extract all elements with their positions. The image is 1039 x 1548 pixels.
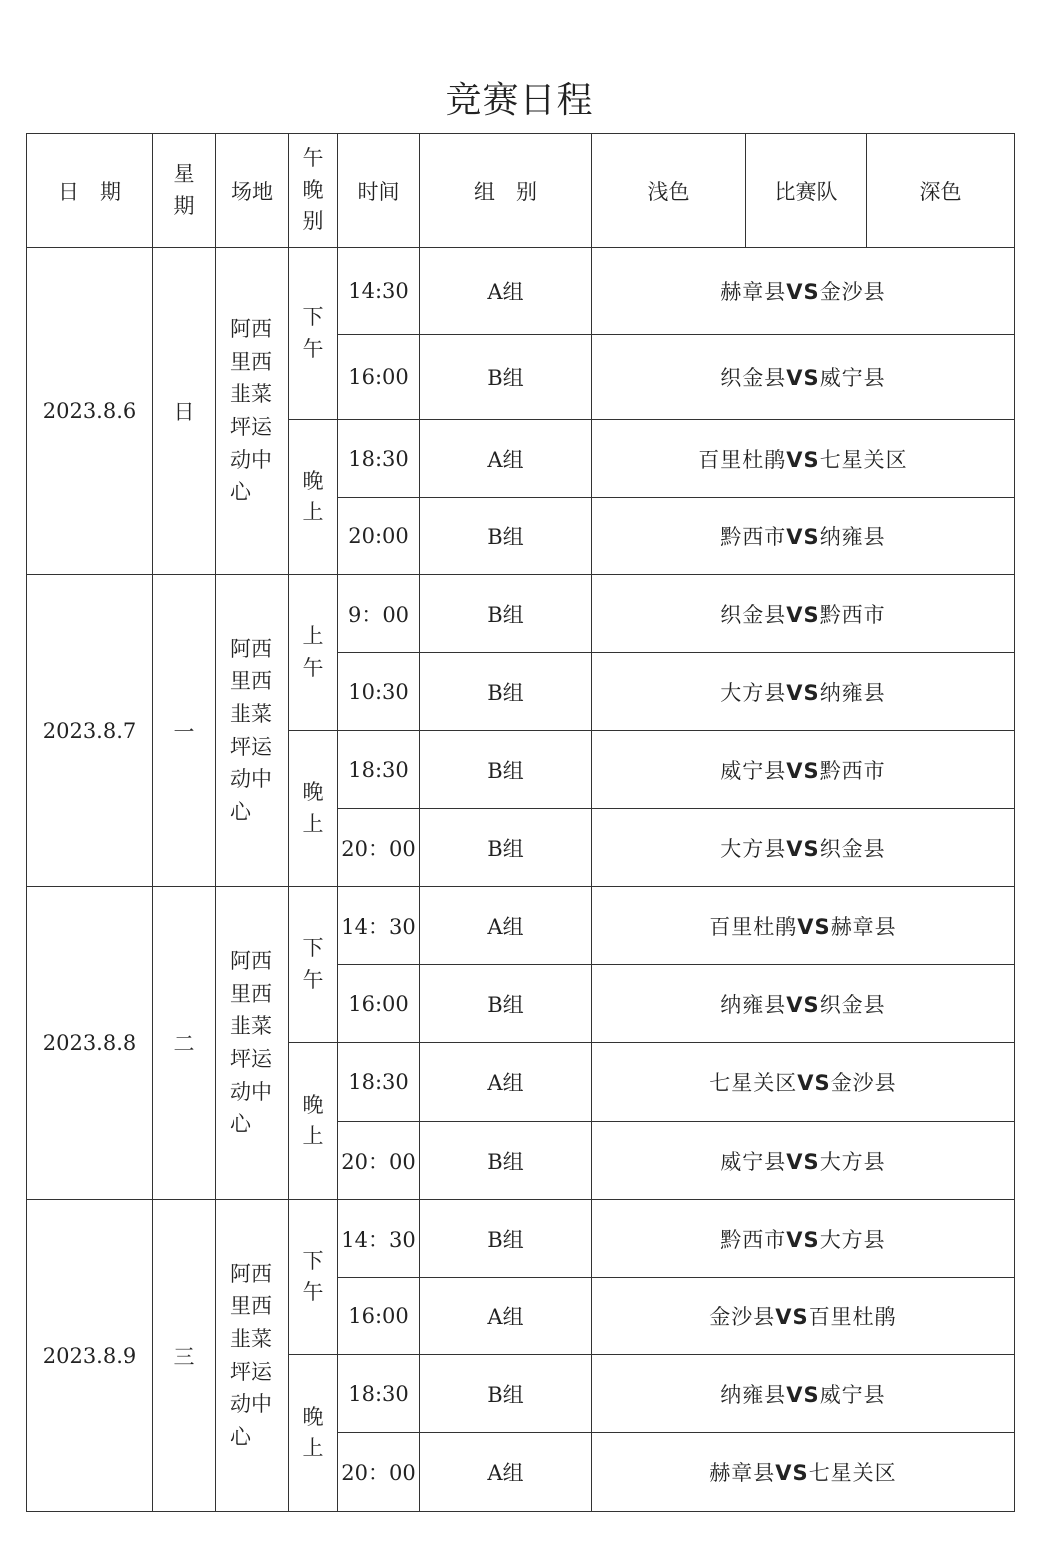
header-dark-label: 深色 — [919, 179, 962, 204]
venue-text: 阿西里西韭菜坪运动中心 — [229, 949, 272, 1137]
group-cell — [420, 731, 592, 809]
match-cell — [592, 1278, 1015, 1355]
match-cell — [592, 335, 1015, 420]
header-weekday-label: 星期 — [173, 162, 195, 218]
match-cell — [592, 887, 1015, 965]
period-text: 下午 — [302, 305, 324, 361]
header-teams-label: 比赛队 — [774, 179, 838, 204]
time-text: 18:30 — [348, 757, 409, 782]
period-text: 晚上 — [302, 780, 324, 836]
time-cell — [338, 1122, 420, 1200]
venue-cell — [216, 887, 289, 1200]
group-text: B组 — [487, 525, 524, 549]
time-cell — [338, 335, 420, 420]
match-cell — [592, 809, 1015, 887]
group-cell — [420, 248, 592, 335]
home-team: 大方县 — [720, 836, 787, 861]
period-text: 上午 — [302, 624, 324, 680]
away-team: 大方县 — [819, 1149, 886, 1174]
group-text: A组 — [487, 447, 524, 472]
header-date — [27, 134, 153, 248]
header-light — [592, 134, 746, 248]
time-text: 18:30 — [348, 1381, 409, 1406]
match-cell — [592, 1433, 1015, 1512]
venue-text: 阿西里西韭菜坪运动中心 — [229, 1261, 272, 1449]
away-team: 金沙县 — [819, 280, 886, 304]
header-time — [338, 134, 420, 248]
time-text: 14：30 — [341, 1227, 416, 1252]
header-period-label: 午晚别 — [302, 146, 324, 234]
match-cell — [592, 248, 1015, 335]
time-cell — [338, 420, 420, 498]
weekday-text: 一 — [173, 719, 195, 744]
period-text: 晚上 — [302, 1404, 324, 1460]
time-text: 10:30 — [348, 679, 409, 704]
date-cell — [27, 575, 153, 887]
match-cell — [592, 420, 1015, 498]
vs-label: VS — [786, 366, 820, 390]
group-text: A组 — [487, 280, 524, 304]
away-team: 织金县 — [819, 836, 886, 861]
table-row — [27, 248, 1015, 335]
period-cell — [289, 731, 338, 887]
weekday-cell — [153, 575, 216, 887]
time-cell — [338, 498, 420, 575]
home-team: 七星关区 — [709, 1071, 798, 1095]
weekday-text: 三 — [173, 1344, 195, 1369]
match-cell — [592, 1355, 1015, 1433]
match-cell — [592, 1200, 1015, 1278]
vs-label: VS — [775, 1305, 809, 1329]
vs-label: VS — [786, 1227, 820, 1252]
group-text: A组 — [487, 1305, 524, 1329]
header-weekday — [153, 134, 216, 248]
time-cell — [338, 1433, 420, 1512]
period-text: 下午 — [302, 1248, 324, 1304]
away-team: 七星关区 — [808, 1461, 897, 1485]
header-period — [289, 134, 338, 248]
away-team: 七星关区 — [819, 447, 908, 472]
home-team: 百里杜鹃 — [698, 447, 787, 472]
home-team: 威宁县 — [720, 758, 787, 783]
time-text: 20:00 — [348, 524, 409, 548]
group-cell — [420, 420, 592, 498]
home-team: 黔西市 — [720, 1227, 787, 1252]
date-cell — [27, 1200, 153, 1512]
vs-label: VS — [786, 280, 820, 304]
venue-text: 阿西里西韭菜坪运动中心 — [229, 636, 272, 824]
group-text: B组 — [487, 1382, 524, 1407]
away-team: 织金县 — [819, 992, 886, 1017]
time-text: 16:00 — [348, 1304, 409, 1328]
date-cell — [27, 248, 153, 575]
weekday-cell — [153, 887, 216, 1200]
schedule-table — [26, 133, 1015, 1512]
period-cell — [289, 1043, 338, 1200]
period-cell — [289, 575, 338, 731]
header-time-label: 时间 — [357, 179, 400, 204]
vs-label: VS — [786, 992, 820, 1017]
time-text: 18:30 — [348, 446, 409, 471]
time-cell — [338, 248, 420, 335]
group-cell — [420, 1278, 592, 1355]
vs-label: VS — [786, 602, 820, 627]
header-venue — [216, 134, 289, 248]
match-cell — [592, 731, 1015, 809]
group-text: B组 — [487, 758, 524, 783]
venue-cell — [216, 1200, 289, 1512]
group-cell — [420, 1433, 592, 1512]
time-text: 16:00 — [348, 365, 409, 389]
table-row — [27, 1200, 1015, 1278]
date-text: 2023.8.9 — [42, 1343, 137, 1368]
home-team: 百里杜鹃 — [709, 914, 798, 939]
time-cell — [338, 1278, 420, 1355]
home-team: 大方县 — [720, 680, 787, 705]
period-cell — [289, 1200, 338, 1355]
period-cell — [289, 887, 338, 1043]
group-text: B组 — [487, 992, 524, 1017]
weekday-text: 日 — [173, 400, 195, 424]
header-teams — [746, 134, 867, 248]
schedule-body — [27, 134, 1015, 1512]
time-cell — [338, 1355, 420, 1433]
group-cell — [420, 335, 592, 420]
header-venue-label: 场地 — [231, 179, 273, 204]
match-cell — [592, 498, 1015, 575]
date-cell — [27, 887, 153, 1200]
group-text: A组 — [487, 914, 524, 939]
date-text: 2023.8.6 — [42, 399, 137, 423]
away-team: 金沙县 — [830, 1071, 897, 1095]
group-text: B组 — [487, 680, 524, 705]
page-title: 竞赛日程 — [445, 80, 594, 121]
group-text: A组 — [487, 1071, 524, 1095]
venue-text: 阿西里西韭菜坪运动中心 — [229, 317, 272, 505]
header-row — [27, 134, 1015, 248]
time-cell — [338, 1200, 420, 1278]
time-text: 18:30 — [348, 1070, 409, 1094]
home-team: 织金县 — [720, 602, 787, 627]
away-team: 黔西市 — [819, 758, 886, 783]
header-light-label: 浅色 — [647, 179, 690, 204]
time-text: 20：00 — [341, 836, 416, 861]
away-team: 黔西市 — [819, 602, 886, 627]
period-text: 晚上 — [302, 468, 324, 524]
time-cell — [338, 731, 420, 809]
group-text: B组 — [487, 366, 524, 390]
time-text: 16:00 — [348, 991, 409, 1016]
vs-label: VS — [786, 447, 820, 472]
group-cell — [420, 575, 592, 653]
group-text: B组 — [487, 836, 524, 861]
vs-label: VS — [786, 836, 820, 861]
away-team: 威宁县 — [819, 1382, 886, 1407]
group-cell — [420, 1122, 592, 1200]
time-cell — [338, 1043, 420, 1122]
date-text: 2023.8.8 — [42, 1031, 137, 1055]
group-cell — [420, 965, 592, 1043]
weekday-cell — [153, 1200, 216, 1512]
time-text: 20：00 — [341, 1149, 416, 1174]
time-cell — [338, 653, 420, 731]
home-team: 黔西市 — [720, 525, 787, 549]
away-team: 赫章县 — [830, 914, 897, 939]
group-text: A组 — [487, 1461, 524, 1485]
date-text: 2023.8.7 — [42, 718, 137, 743]
away-team: 百里杜鹃 — [808, 1305, 897, 1329]
match-cell — [592, 575, 1015, 653]
group-cell — [420, 1200, 592, 1278]
home-team: 纳雍县 — [720, 1382, 787, 1407]
home-team: 赫章县 — [709, 1461, 776, 1485]
time-text: 14:30 — [348, 279, 409, 303]
header-group-label: 组 别 — [474, 179, 537, 204]
away-team: 大方县 — [819, 1227, 886, 1252]
venue-cell — [216, 575, 289, 887]
away-team: 威宁县 — [819, 366, 886, 390]
period-text: 晚上 — [302, 1092, 324, 1148]
group-cell — [420, 498, 592, 575]
group-text: B组 — [487, 1227, 524, 1252]
group-cell — [420, 1355, 592, 1433]
period-text: 下午 — [302, 936, 324, 992]
venue-cell — [216, 248, 289, 575]
home-team: 金沙县 — [709, 1305, 776, 1329]
period-cell — [289, 1355, 338, 1512]
vs-label: VS — [786, 1382, 820, 1407]
match-cell — [592, 653, 1015, 731]
vs-label: VS — [775, 1461, 809, 1485]
period-cell — [289, 248, 338, 420]
away-team: 纳雍县 — [819, 680, 886, 705]
table-row — [27, 575, 1015, 653]
vs-label: VS — [786, 1149, 820, 1174]
vs-label: VS — [786, 525, 820, 549]
match-cell — [592, 965, 1015, 1043]
time-cell — [338, 809, 420, 887]
weekday-text: 二 — [173, 1032, 195, 1056]
group-cell — [420, 809, 592, 887]
header-date-label: 日 期 — [58, 179, 121, 204]
vs-label: VS — [786, 680, 820, 705]
header-group — [420, 134, 592, 248]
time-cell — [338, 575, 420, 653]
vs-label: VS — [797, 1071, 831, 1095]
time-text: 20：00 — [341, 1461, 416, 1485]
home-team: 纳雍县 — [720, 992, 787, 1017]
group-cell — [420, 653, 592, 731]
time-cell — [338, 887, 420, 965]
group-text: B组 — [487, 602, 524, 627]
period-cell — [289, 420, 338, 575]
time-text: 9：00 — [347, 602, 410, 627]
home-team: 织金县 — [720, 366, 787, 390]
home-team: 赫章县 — [720, 280, 787, 304]
vs-label: VS — [786, 758, 820, 783]
away-team: 纳雍县 — [819, 525, 886, 549]
group-cell — [420, 887, 592, 965]
group-cell — [420, 1043, 592, 1122]
header-dark — [867, 134, 1015, 248]
home-team: 威宁县 — [720, 1149, 787, 1174]
table-row — [27, 887, 1015, 965]
group-text: B组 — [487, 1149, 524, 1174]
match-cell — [592, 1122, 1015, 1200]
vs-label: VS — [797, 914, 831, 939]
time-cell — [338, 965, 420, 1043]
weekday-cell — [153, 248, 216, 575]
time-text: 14：30 — [341, 914, 416, 939]
match-cell — [592, 1043, 1015, 1122]
